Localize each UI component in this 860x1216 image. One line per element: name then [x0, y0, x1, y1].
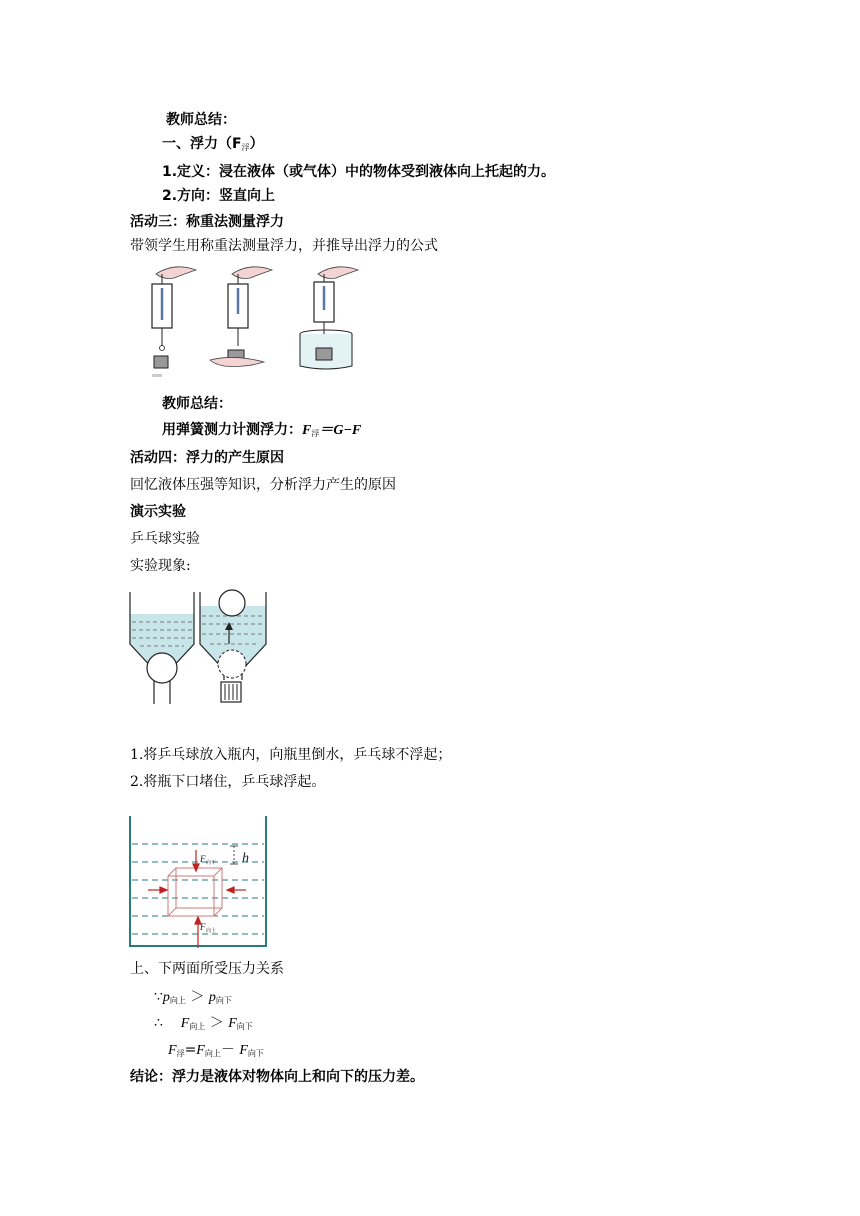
submerged-cube-diagram [126, 816, 272, 950]
summary-heading: 教师总结： [166, 112, 236, 128]
activity3-title: 活动三：称重法测量浮力 [130, 214, 284, 230]
direction-text: 2.方向：竖直向上 [162, 188, 276, 204]
F-up-2: F [196, 1043, 205, 1058]
step-1: 1.将乒乓球放入瓶内，向瓶里倒水，乒乓球不浮起； [130, 747, 452, 763]
minus: － [220, 1042, 235, 1058]
p-down: p [208, 990, 216, 1005]
p-up-sub: 向上 [169, 996, 186, 1005]
formula-prefix: 用弹簧测力计测浮力： [162, 422, 302, 438]
F-up: F [180, 1016, 190, 1031]
float-formula-line [168, 1041, 264, 1063]
formula-rest: ＝G−F [319, 423, 362, 438]
buoyancy-title-sub: 浮 [241, 143, 250, 152]
demo-heading: 演示实验 [130, 504, 186, 520]
step-2: 2.将瓶下口堵住，乒乓球浮起。 [130, 774, 326, 790]
bottom-force-sub: 向上 [206, 928, 217, 934]
F-up-sub: 向上 [189, 1022, 206, 1031]
cube [168, 868, 222, 916]
formula-sub: 浮 [311, 429, 320, 438]
summary2-heading: 教师总结： [162, 396, 232, 412]
therefore-line [154, 1014, 253, 1036]
spring-scale-2 [210, 267, 272, 367]
buoyancy-title [162, 135, 264, 157]
depth-label-h: h [242, 851, 249, 866]
F-down-2-sub: 向下 [247, 1049, 264, 1058]
because-line [154, 988, 232, 1010]
bottle-open [130, 592, 194, 704]
activity4-desc: 回忆液体压强等知识，分析浮力产生的原因 [130, 477, 396, 493]
bottom-force-label: F [200, 922, 206, 932]
spring-scale-1 [152, 267, 196, 377]
activity4-title: 活动四：浮力的产生原因 [130, 450, 284, 466]
F-float: F [168, 1043, 177, 1058]
p-up: p [162, 990, 170, 1005]
F-up-2-sub: 向上 [204, 1049, 221, 1058]
spring-scale-illustration [134, 262, 374, 380]
buoyancy-title-text: 一、浮力（F [162, 136, 242, 152]
F-float-sub: 浮 [176, 1049, 185, 1058]
therefore-symbol: ∴ [154, 1015, 163, 1031]
definition-text: 1.定义：浸在液体（或气体）中的物体受到液体向上托起的力。 [162, 164, 556, 180]
buoyancy-title-close: ） [249, 136, 264, 152]
activity3-desc: 带领学生用称重法测量浮力，并推导出浮力的公式 [130, 238, 438, 254]
p-down-sub: 向下 [215, 996, 232, 1005]
formula-F: F [302, 423, 312, 438]
experiment-name: 乒乓球实验 [130, 531, 200, 547]
depth-marker [230, 846, 238, 864]
pingpong-bottle-diagram [126, 588, 274, 706]
phenomenon-label: 实验现象: [130, 558, 191, 574]
F-down: F [228, 1016, 237, 1031]
equals: = [184, 1042, 197, 1058]
bottle-plugged [200, 590, 266, 702]
gt-1: ＞ [190, 989, 205, 1005]
because-symbol: ∵ [154, 989, 163, 1005]
F-down-sub: 向下 [236, 1022, 253, 1031]
F-down-2: F [239, 1043, 248, 1058]
top-force-label: F [200, 854, 206, 864]
pressure-relation: 上、下两面所受压力关系 [130, 961, 284, 977]
top-force-sub: 向下 [206, 860, 217, 866]
conclusion: 结论：浮力是液体对物体向上和向下的压力差。 [130, 1069, 424, 1085]
summary2-formula [162, 421, 361, 443]
force-arrows [148, 850, 246, 948]
spring-scale-3 [300, 267, 358, 369]
gt-2: ＞ [209, 1015, 224, 1031]
